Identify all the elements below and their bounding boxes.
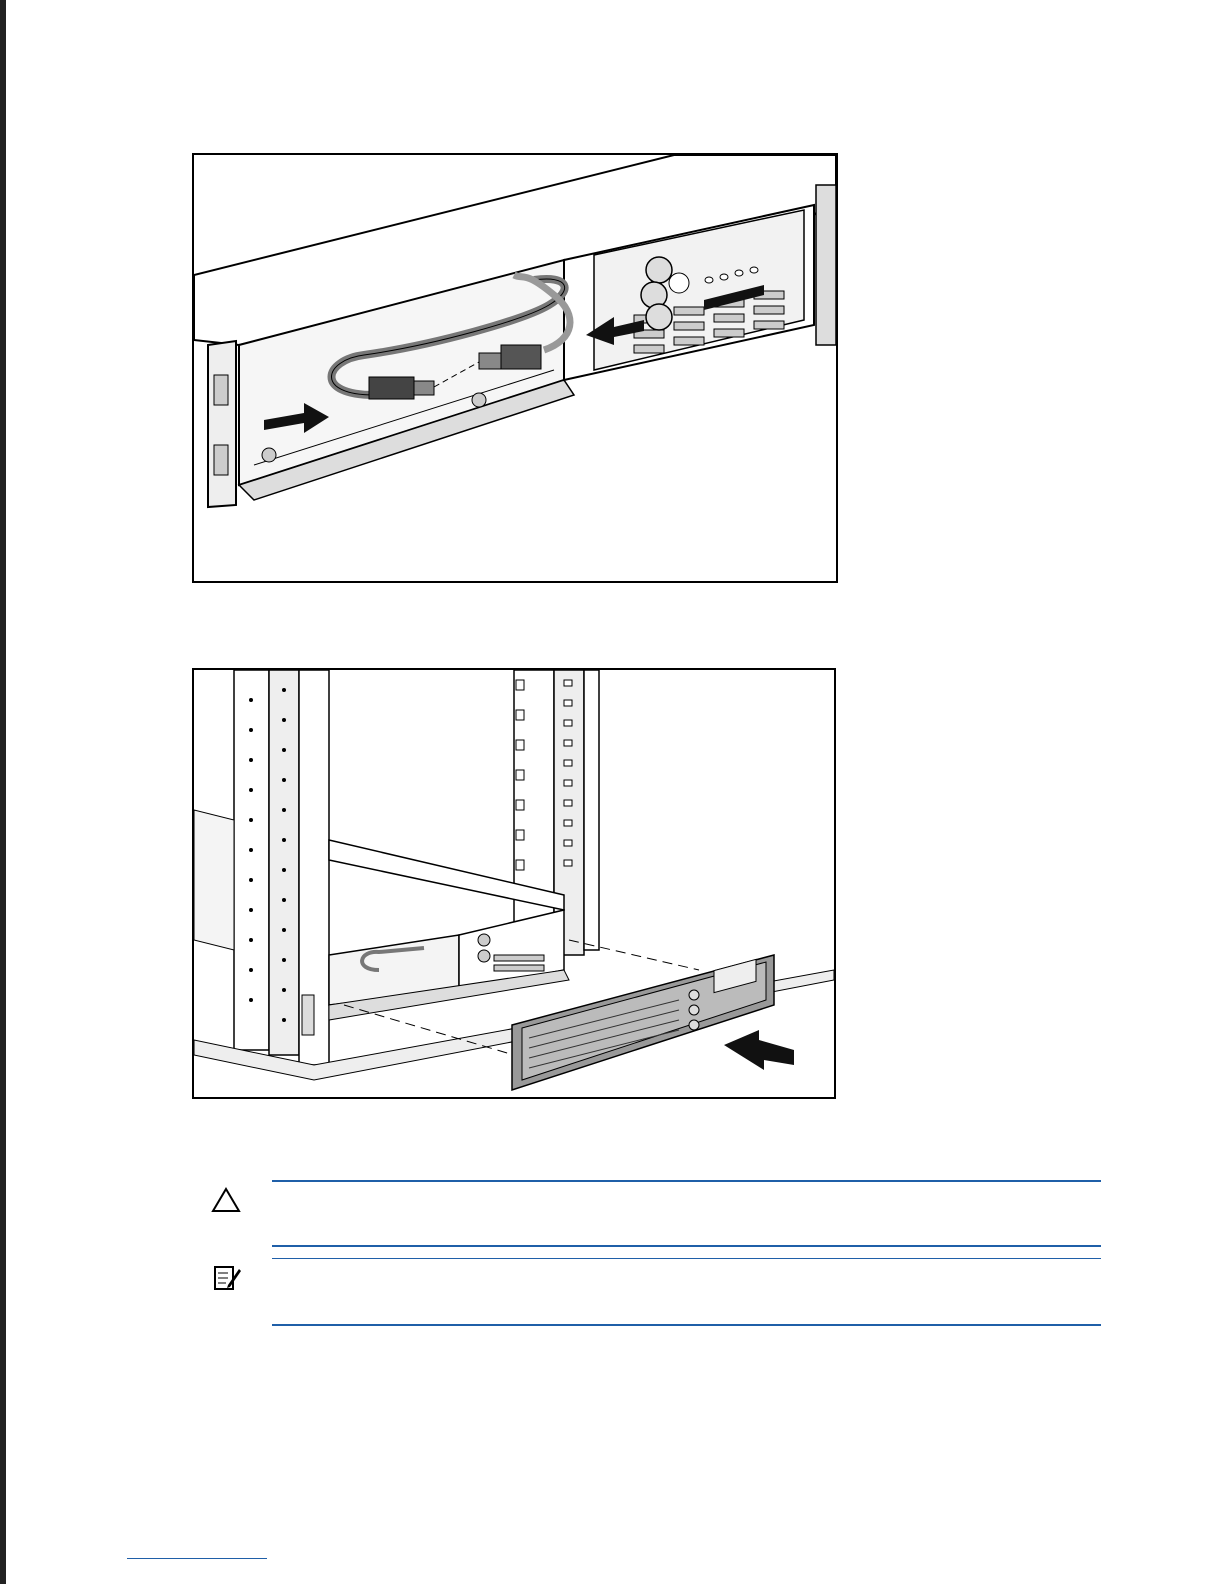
figure-cable-connection xyxy=(192,153,838,583)
footer-link-underline xyxy=(127,1558,267,1559)
important-notepad-icon xyxy=(212,1265,242,1293)
caution-top-rule xyxy=(272,1180,1101,1182)
caution-triangle-icon xyxy=(211,1187,241,1213)
important-top-rule xyxy=(272,1258,1101,1259)
page-edge-bar xyxy=(0,0,6,1584)
important-bottom-rule xyxy=(272,1324,1101,1326)
caution-bottom-rule xyxy=(272,1245,1101,1247)
figure-bezel-installation xyxy=(192,668,836,1099)
